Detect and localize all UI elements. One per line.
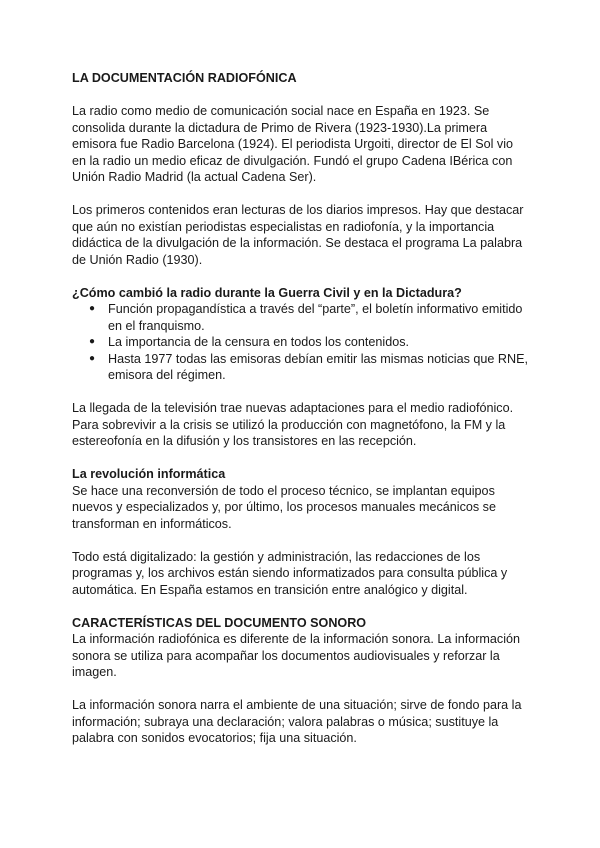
document-title: LA DOCUMENTACIÓN RADIOFÓNICA xyxy=(72,71,297,85)
list-item xyxy=(89,351,530,384)
section-heading-sound-document: CARACTERÍSTICAS DEL DOCUMENTO SONORO xyxy=(72,615,367,630)
paragraph-television: La llegada de la televisión trae nuevas adaptaciones para el medio radiofónico. Para sobrevivir a la crisis se utilizó la producción con magnetófono, la FM y la estereofonía en la difusión y los transistores en las recepción. xyxy=(72,401,514,448)
list-item-text: Hasta 1977 todas las emisoras debían emitir las mismas noticias que RNE, emisora del régimen. xyxy=(108,351,528,382)
list-item-text: Función propagandística a través del “parte”, el boletín informativo emitido en el franquismo. xyxy=(108,302,523,333)
section-heading-informatics: La revolución informática xyxy=(72,467,226,481)
bullet-list xyxy=(72,301,530,384)
paragraph-digitalization: Todo está digitalizado: la gestión y administración, las redacciones de los programas y, los archivos están siendo informatizados para consulta pública y automática. En España estamos en transición entre analógico y digital. xyxy=(72,549,508,597)
list-item xyxy=(89,334,530,351)
bullet-icon: ● xyxy=(89,303,96,314)
section-heading-civil-war: ¿Cómo cambió la radio durante la Guerra Civil y en la Dictadura? xyxy=(72,285,462,300)
paragraph-sound-info: La información radiofónica es diferente de la información sonora. La información sonora se utiliza para acompañar los documentos audiovisuales y reforzar la imagen. xyxy=(72,632,521,679)
list-item xyxy=(89,301,530,334)
bullet-icon: ● xyxy=(89,352,96,364)
bullet-icon: ● xyxy=(89,336,96,347)
list-item-text: La importancia de la censura en todos los contenidos. xyxy=(108,335,410,349)
paragraph-intro: La radio como medio de comunicación social nace en España en 1923. Se consolida durante la dictadura de Primo de Rivera (1923-1930).La primera emisora fue Radio Barcelona (1924). El periodista Urgoiti, director de El Sol vio en la radio un medio eficaz de divulgación. Fundó el grupo Cadena IBérica con Unión Radio Madrid (la actual Cadena Ser). xyxy=(72,104,513,184)
paragraph-first-contents: Los primeros contenidos eran lecturas de los diarios impresos. Hay que destacar que aún no existían periodistas especialistas en radiofonía, y la importancia didáctica de la divulgación de la información. Se destaca el programa La palabra de Unión Radio (1930). xyxy=(72,203,524,267)
paragraph-reconversion: Se hace una reconversión de todo el proceso técnico, se implantan equipos nuevos y especializados y, por último, los procesos manuales mecánicos se transforman en informáticos. xyxy=(72,483,496,531)
paragraph-sound-narration: La información sonora narra el ambiente de una situación; sirve de fondo para la información; subraya una declaración; valora palabras o música; sustituye la palabra con sonidos evocatorios; fija una situación. xyxy=(72,698,522,745)
